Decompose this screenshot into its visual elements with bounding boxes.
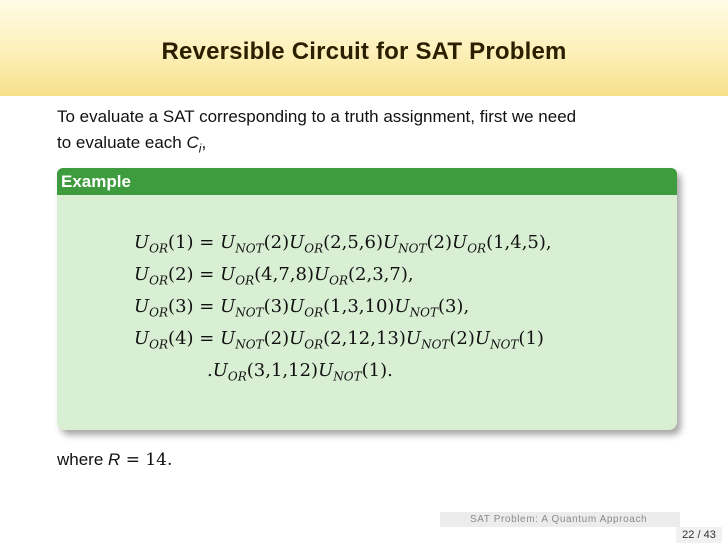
example-block <box>57 168 677 430</box>
slide-title: Reversible Circuit for SAT Problem <box>161 38 567 65</box>
equation-line: $U_{OR}(1) = U_{NOT}(2)U_{OR}(2,5,6)U_{NOT}(2)U_{OR}(1,4,5)$, <box>134 232 552 256</box>
example-block-title: Example <box>57 168 677 195</box>
equation-line: $U_{OR}(3) = U_{NOT}(3)U_{OR}(1,3,10)U_{NOT}(3)$, <box>134 296 470 320</box>
where-rest: = 14. <box>120 450 173 470</box>
footer-title: SAT Problem: A Quantum Approach <box>440 512 680 527</box>
intro-suffix: , <box>201 133 207 152</box>
intro-line-2-prefix: to evaluate each <box>57 133 187 152</box>
intro-sub: i <box>198 141 202 156</box>
equation-line: $.U_{OR}(3,1,12)U_{NOT}(1)$. <box>207 360 393 384</box>
where-text <box>57 450 172 470</box>
equation-line: $U_{OR}(2) = U_{OR}(4,7,8)U_{OR}(2,3,7)$, <box>134 264 414 288</box>
equation-line: $U_{OR}(4) = U_{NOT}(2)U_{OR}(2,12,13)U_{NOT}(2)U_{NOT}(1)$ <box>134 328 544 352</box>
intro-var: C <box>186 133 199 152</box>
intro-line-1: To evaluate a SAT corresponding to a truth assignment, first we need <box>57 107 577 126</box>
intro-line-2 <box>57 130 697 161</box>
where-prefix: where <box>57 450 109 469</box>
where-var: R <box>108 450 121 469</box>
title-bar <box>0 0 728 96</box>
page-number: 22 / 43 <box>676 527 722 543</box>
intro-text <box>57 104 697 161</box>
